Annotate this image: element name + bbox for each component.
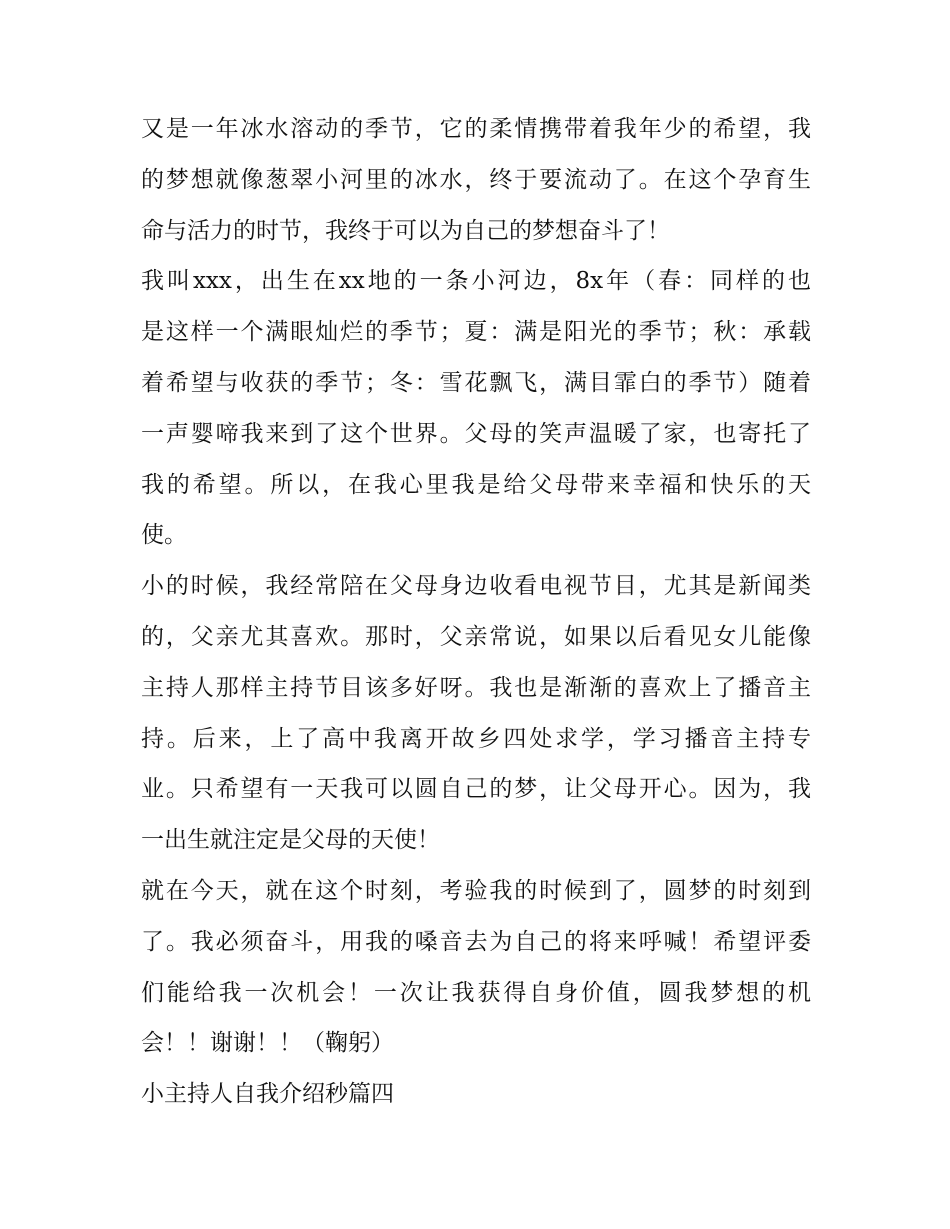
text-line: 一声婴啼我来到了这个世界。父母的笑声温暖了家，也寄托了 (141, 420, 811, 447)
text-line: 使。 (141, 522, 187, 549)
text-line: 是这样一个满眼灿烂的季节；夏：满是阳光的季节；秋：承载 (141, 319, 811, 346)
text-line: 的梦想就像葱翠小河里的冰水，终于要流动了。在这个孕育生 (141, 166, 811, 193)
text-line: 主持人那样主持节目该多好呀。我也是渐渐的喜欢上了播音主 (141, 674, 811, 701)
text-line: 持。后来，上了高中我离开故乡四处求学，学习播音主持专 (141, 725, 811, 752)
text-line: 了。我必须奋斗，用我的嗓音去为自己的将来呼喊！希望评委 (141, 928, 811, 955)
heading-line: 小主持人自我介绍秒篇四 (141, 1081, 394, 1108)
text-line: 一出生就注定是父母的天使！ (141, 827, 440, 854)
text-line: 就在今天，就在这个时刻，考验我的时候到了，圆梦的时刻到 (141, 877, 811, 904)
text-line: 我叫xxx，出生在xx地的一条小河边，8x年（春：同样的也 (141, 268, 811, 295)
text-line: 小的时候，我经常陪在父母身边收看电视节目，尤其是新闻类 (141, 573, 811, 600)
paragraph-3 (141, 561, 811, 866)
text-line: 会！！谢谢！！（鞠躬） (141, 1030, 394, 1057)
paragraph-1 (141, 104, 811, 256)
text-line: 我的希望。所以，在我心里我是给父母带来幸福和快乐的天 (141, 471, 811, 498)
document-body (141, 104, 811, 1120)
text-line: 的，父亲尤其喜欢。那时，父亲常说，如果以后看见女儿能像 (141, 623, 811, 650)
text-line: 们能给我一次机会！一次让我获得自身价值，圆我梦想的机 (141, 979, 811, 1006)
text-line: 着希望与收获的季节；冬：雪花飘飞，满目霏白的季节）随着 (141, 369, 811, 396)
text-line: 业。只希望有一天我可以圆自己的梦，让父母开心。因为，我 (141, 776, 811, 803)
section-heading (141, 1069, 811, 1120)
text-line: 又是一年冰水溶动的季节，它的柔情携带着我年少的希望，我 (141, 116, 811, 142)
text-line: 命与活力的时节，我终于可以为自己的梦想奋斗了！ (141, 217, 670, 244)
paragraph-4 (141, 866, 811, 1069)
paragraph-2 (141, 256, 811, 561)
